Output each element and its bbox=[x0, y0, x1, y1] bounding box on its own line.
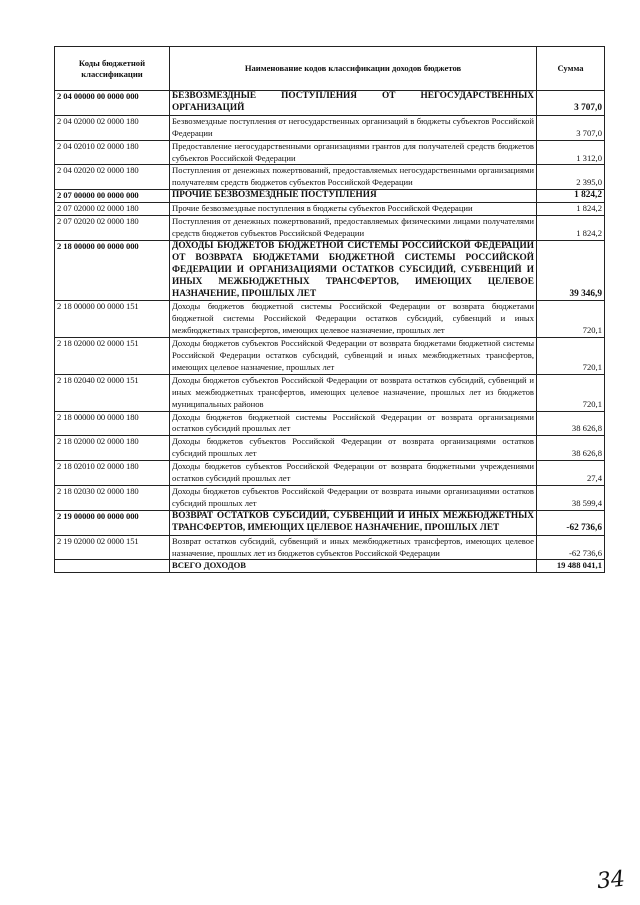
row-sum: -62 736,6 bbox=[537, 535, 605, 560]
row-code: 2 18 02000 02 0000 180 bbox=[55, 436, 170, 461]
table-row bbox=[55, 510, 605, 535]
row-sum: 3 707,0 bbox=[537, 91, 605, 116]
table-header-row bbox=[55, 47, 605, 91]
row-name: ПРОЧИЕ БЕЗВОЗМЕЗДНЫЕ ПОСТУПЛЕНИЯ bbox=[170, 190, 537, 203]
row-sum: 39 346,9 bbox=[537, 240, 605, 301]
row-sum: -62 736,6 bbox=[537, 510, 605, 535]
total-sum: 19 488 041,1 bbox=[537, 560, 605, 573]
row-name: Предоставление негосударственными организациями грантов для получателей средств бюджетов субъектов Российской Федерации bbox=[170, 140, 537, 165]
row-name: Поступления от денежных пожертвований, предоставляемых негосударственными организациями получателям средств бюджетов субъектов Российской Федерации bbox=[170, 165, 537, 190]
row-name: ДОХОДЫ БЮДЖЕТОВ БЮДЖЕТНОЙ СИСТЕМЫ РОССИЙСКОЙ ФЕДЕРАЦИИ ОТ ВОЗВРАТА БЮДЖЕТАМИ БЮДЖЕТНОЙ СИСТЕМЫ РОССИЙСКОЙ ФЕДЕРАЦИИ И ОРГАНИЗАЦИЯМИ ОСТАТКОВ СУБСИДИЙ, СУБВЕНЦИЙ И ИНЫХ МЕЖБЮДЖЕТНЫХ ТРАНСФЕРТОВ, ИМЕЮЩИХ ЦЕЛЕВОЕ НАЗНАЧЕНИЕ, ПРОШЛЫХ ЛЕТ bbox=[170, 240, 537, 301]
row-sum: 720,1 bbox=[537, 301, 605, 338]
row-code: 2 07 02000 02 0000 180 bbox=[55, 203, 170, 216]
table-row bbox=[55, 301, 605, 338]
row-code: 2 04 02020 02 0000 180 bbox=[55, 165, 170, 190]
row-code: 2 18 00000 00 0000 180 bbox=[55, 411, 170, 436]
table-row bbox=[55, 165, 605, 190]
row-code: 2 18 02030 02 0000 180 bbox=[55, 486, 170, 511]
row-name: Доходы бюджетов бюджетной системы Российской Федерации от возврата организациями остатков субсидий прошлых лет bbox=[170, 411, 537, 436]
header-sum: Сумма bbox=[537, 47, 605, 91]
row-code: 2 04 02000 02 0000 180 bbox=[55, 115, 170, 140]
header-name: Наименование кодов классификации доходов бюджетов bbox=[170, 47, 537, 91]
total-row bbox=[55, 560, 605, 573]
row-name: Безвозмездные поступления от негосударственных организаций в бюджеты субъектов Российской Федерации bbox=[170, 115, 537, 140]
row-name: Доходы бюджетов субъектов Российской Федерации от возврата организациями остатков субсидий прошлых лет bbox=[170, 436, 537, 461]
row-code: 2 04 00000 00 0000 000 bbox=[55, 91, 170, 116]
row-code: 2 04 02010 02 0000 180 bbox=[55, 140, 170, 165]
row-sum: 1 824,2 bbox=[537, 216, 605, 241]
row-name: Доходы бюджетов субъектов Российской Федерации от возврата иными организациями остатков субсидий прошлых лет bbox=[170, 486, 537, 511]
row-name: Возврат остатков субсидий, субвенций и иных межбюджетных трансфертов, имеющих целевое назначение, прошлых лет из бюджетов субъектов Российской Федерации bbox=[170, 535, 537, 560]
table-row bbox=[55, 240, 605, 301]
table-row bbox=[55, 436, 605, 461]
row-sum: 1 312,0 bbox=[537, 140, 605, 165]
row-name: БЕЗВОЗМЕЗДНЫЕ ПОСТУПЛЕНИЯ ОТ НЕГОСУДАРСТВЕННЫХ ОРГАНИЗАЦИЙ bbox=[170, 91, 537, 116]
row-code: 2 18 02000 02 0000 151 bbox=[55, 338, 170, 375]
row-name: ВОЗВРАТ ОСТАТКОВ СУБСИДИЙ, СУБВЕНЦИЙ И ИНЫХ МЕЖБЮДЖЕТНЫХ ТРАНСФЕРТОВ, ИМЕЮЩИХ ЦЕЛЕВОЕ НАЗНАЧЕНИЕ, ПРОШЛЫХ ЛЕТ bbox=[170, 510, 537, 535]
row-name: Прочие безвозмездные поступления в бюджеты субъектов Российской Федерации bbox=[170, 203, 537, 216]
total-label: ВСЕГО ДОХОДОВ bbox=[170, 560, 537, 573]
row-code: 2 18 00000 00 0000 000 bbox=[55, 240, 170, 301]
budget-revenue-page bbox=[54, 46, 604, 573]
table-body bbox=[55, 91, 605, 573]
row-sum: 1 824,2 bbox=[537, 190, 605, 203]
table-row bbox=[55, 411, 605, 436]
table-row bbox=[55, 461, 605, 486]
row-code: 2 18 00000 00 0000 151 bbox=[55, 301, 170, 338]
row-sum: 720,1 bbox=[537, 338, 605, 375]
table-row bbox=[55, 115, 605, 140]
row-sum: 2 395,0 bbox=[537, 165, 605, 190]
row-code: 2 07 00000 00 0000 000 bbox=[55, 190, 170, 203]
row-name: Доходы бюджетов субъектов Российской Федерации от возврата бюджетами бюджетной системы Российской Федерации остатков субсидий, субвенций и иных межбюджетных трансфертов, имеющих целевое назначение, прошлых лет bbox=[170, 338, 537, 375]
page-number: 34 bbox=[595, 866, 627, 895]
row-code: 2 07 02020 02 0000 180 bbox=[55, 216, 170, 241]
table-row bbox=[55, 91, 605, 116]
row-sum: 3 707,0 bbox=[537, 115, 605, 140]
row-sum: 720,1 bbox=[537, 374, 605, 411]
row-sum: 38 599,4 bbox=[537, 486, 605, 511]
row-name: Поступления от денежных пожертвований, предоставляемых физическими лицами получателями средств бюджетов субъектов Российской Федерации bbox=[170, 216, 537, 241]
row-name: Доходы бюджетов субъектов Российской Федерации от возврата бюджетными учреждениями остатков субсидий прошлых лет bbox=[170, 461, 537, 486]
revenue-classification-table bbox=[54, 46, 605, 573]
row-sum: 27,4 bbox=[537, 461, 605, 486]
row-code: 2 19 00000 00 0000 000 bbox=[55, 510, 170, 535]
row-name: Доходы бюджетов бюджетной системы Российской Федерации от возврата бюджетами бюджетной системы Российской Федерации остатков субсидий, субвенций и иных межбюджетных трансфертов, имеющих целевое назначение, прошлых лет bbox=[170, 301, 537, 338]
row-sum: 38 626,8 bbox=[537, 436, 605, 461]
row-code: 2 18 02040 02 0000 151 bbox=[55, 374, 170, 411]
table-row bbox=[55, 203, 605, 216]
row-code: 2 18 02010 02 0000 180 bbox=[55, 461, 170, 486]
table-row bbox=[55, 216, 605, 241]
table-row bbox=[55, 535, 605, 560]
row-sum: 38 626,8 bbox=[537, 411, 605, 436]
table-row bbox=[55, 486, 605, 511]
table-row bbox=[55, 374, 605, 411]
total-code-cell bbox=[55, 560, 170, 573]
row-name: Доходы бюджетов субъектов Российской Федерации от возврата остатков субсидий, субвенций и иных межбюджетных трансфертов, имеющих целевое назначение, прошлых лет из бюджетов муниципальных районов bbox=[170, 374, 537, 411]
row-code: 2 19 02000 02 0000 151 bbox=[55, 535, 170, 560]
table-row bbox=[55, 338, 605, 375]
table-row bbox=[55, 140, 605, 165]
row-sum: 1 824,2 bbox=[537, 203, 605, 216]
header-code: Коды бюджетной классификации bbox=[55, 47, 170, 91]
table-row bbox=[55, 190, 605, 203]
